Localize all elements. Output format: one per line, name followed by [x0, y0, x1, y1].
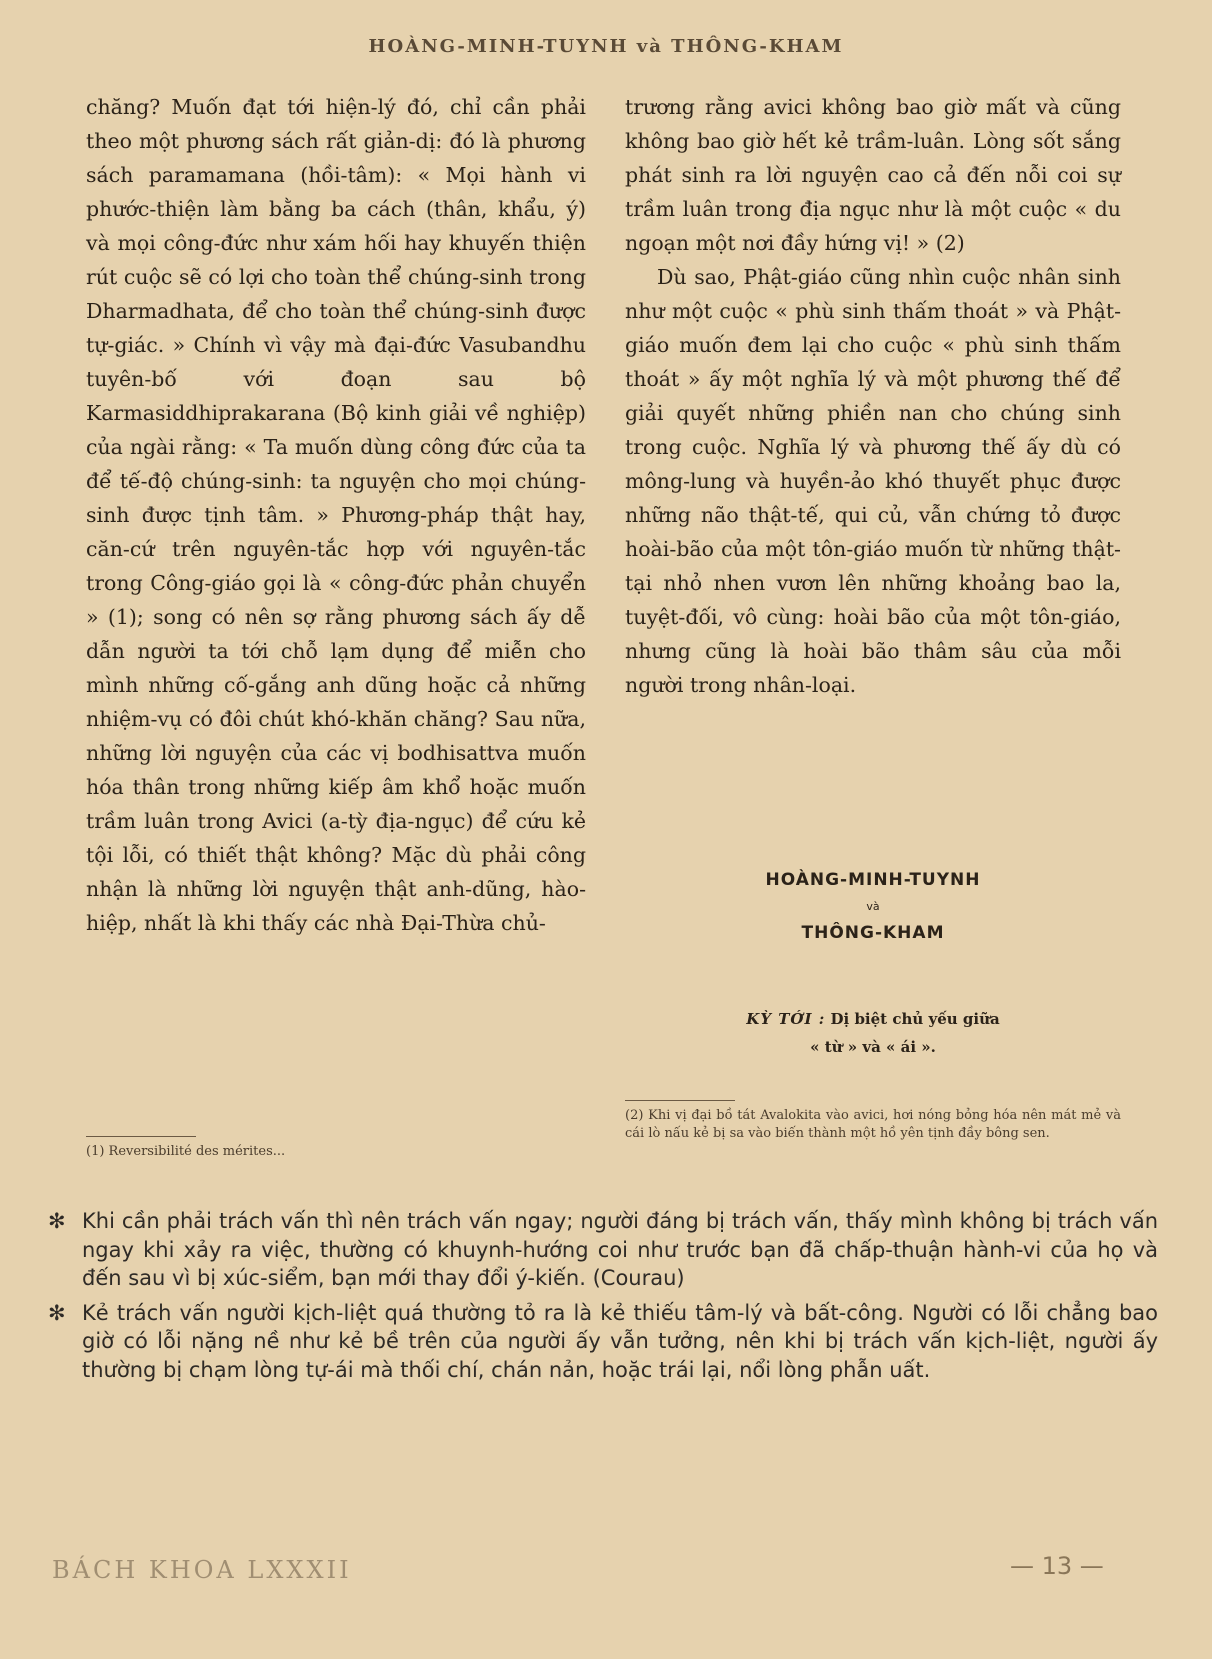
- quote-item: [48, 1299, 1158, 1385]
- author-name-1: HOÀNG-MINH-TUYNH: [765, 870, 981, 890]
- left-column: [86, 90, 586, 940]
- right-paragraph-1: trương rằng avici không bao giờ mất và cũng không bao giờ hết kẻ trầm-luân. Lòng sốt sắng phát sinh ra lời nguyện cao cả đến nỗi coi sự trầm luân trong địa ngục như là một cuộc « du ngoạn một nơi đầy hứng vị! » (2): [625, 95, 1121, 255]
- next-issue-title-line2: « từ » và « ái ».: [810, 1038, 936, 1056]
- quote-text: Khi cần phải trách vấn thì nên trách vấn ngay; người đáng bị trách vấn, thấy mình không bị trách vấn ngay khi xảy ra việc, thường có khuynh-hướng coi như trước bạn đã chấp-thuận hành-vi của họ và đến sau vì bị xúc-siểm, bạn mới thay đổi ý-kiến. (Courau): [82, 1209, 1158, 1290]
- right-footnote-block: [625, 1082, 1121, 1143]
- next-issue-notice: [625, 1005, 1121, 1061]
- right-paragraph-2: Dù sao, Phật-giáo cũng nhìn cuộc nhân sinh như một cuộc « phù sinh thấm thoát » và Phật-giáo muốn đem lại cho cuộc « phù sinh thấm thoát » ấy một nghĩa lý và một phương thế để giải quyết những phiền nan cho chúng sinh trong cuộc. Nghĩa lý và phương thế ấy dù có mông-lung và huyền-ảo khó thuyết phục được những não thật-tế, qui củ, vẫn chứng tỏ được hoài-bão của một tôn-giáo muốn từ những thật-tại nhỏ nhen vươn lên những khoảng bao la, tuyệt-đối, vô cùng: hoài bão của một tôn-giáo, nhưng cũng là hoài bão thâm sâu của mỗi người trong nhân-loại.: [625, 265, 1121, 697]
- magazine-name: BÁCH KHOA LXXXII: [52, 1556, 352, 1584]
- quote-item: [48, 1207, 1158, 1293]
- next-issue-title: Dị biệt chủ yếu giữa: [830, 1010, 1000, 1028]
- author-signature: [625, 870, 1121, 943]
- author-name-2: THÔNG-KHAM: [801, 923, 945, 943]
- right-column: [625, 90, 1121, 702]
- running-header: HOÀNG-MINH-TUYNH và THÔNG-KHAM: [368, 36, 844, 57]
- asterisk-icon: ✻: [48, 1300, 66, 1325]
- left-paragraph: chăng? Muốn đạt tới hiện-lý đó, chỉ cần phải theo một phương sách rất giản-dị: đó là phương sách paramamana (hồi-tâm): « Mọi hành vi phước-thiện làm bằng ba cách (thân, khẩu, ý) và mọi công-đức như xám hối hay khuyến thiện rút cuộc sẽ có lợi cho toàn thể chúng-sinh trong Dharmadhata, để cho toàn thể chúng-sinh được tự-giác. » Chính vì vậy mà đại-đức Vasubandhu tuyên-bố với đoạn sau bộ Karmasiddhiprakarana (Bộ kinh giải về nghiệp) của ngài rằng: « Ta muốn dùng công đức của ta để tế-độ chúng-sinh: ta nguyện cho mọi chúng-sinh được tịnh tâm. » Phương-pháp thật hay, căn-cứ trên nguyên-tắc hợp với nguyên-tắc trong Công-giáo gọi là « công-đức phản chuyển » (1); song có nên sợ rằng phương sách ấy dễ dẫn người ta tới chỗ lạm dụng để miễn cho mình những cố-gắng anh dũng hoặc cả những nhiệm-vụ có đôi chút khó-khăn chăng? Sau nữa, những lời nguyện của các vị bodhisattva muốn hóa thân trong những kiếp âm khổ hoặc muốn trầm luân trong Avici (a-tỳ địa-ngục) để cứu kẻ tội lỗi, có thiết thật không? Mặc dù phải công nhận là những lời nguyện thật anh-dũng, hào-hiệp, nhất là khi thấy các nhà Đại-Thừa chủ-: [86, 95, 586, 935]
- quotes-section: [48, 1207, 1158, 1390]
- author-conjunction: và: [866, 900, 880, 913]
- page-number: — 13 —: [1010, 1552, 1104, 1580]
- footnote-1: (1) Reversibilité des mérites...: [86, 1144, 286, 1159]
- left-footnote-block: [86, 1118, 586, 1161]
- footnote-separator: [86, 1136, 196, 1137]
- next-issue-label: KỲ TỚI :: [746, 1010, 826, 1028]
- footnote-separator: [625, 1100, 735, 1101]
- footnote-2: (2) Khi vị đại bồ tát Avalokita vào avici, hơi nóng bỏng hóa nên mát mẻ và cái lò nấu kẻ bị sa vào biến thành một hồ yên tịnh đầy bông sen.: [625, 1108, 1121, 1141]
- quote-text: Kẻ trách vấn người kịch-liệt quá thường tỏ ra là kẻ thiếu tâm-lý và bất-công. Người có lỗi chẳng bao giờ có lỗi nặng nề như kẻ bề trên của người ấy vẫn tưởng, nên khi bị trách vấn kịch-liệt, người ấy thường bị chạm lòng tự-ái mà thối chí, chán nản, hoặc trái lại, nổi lòng phẫn uất.: [82, 1300, 1158, 1382]
- asterisk-icon: ✻: [48, 1209, 66, 1233]
